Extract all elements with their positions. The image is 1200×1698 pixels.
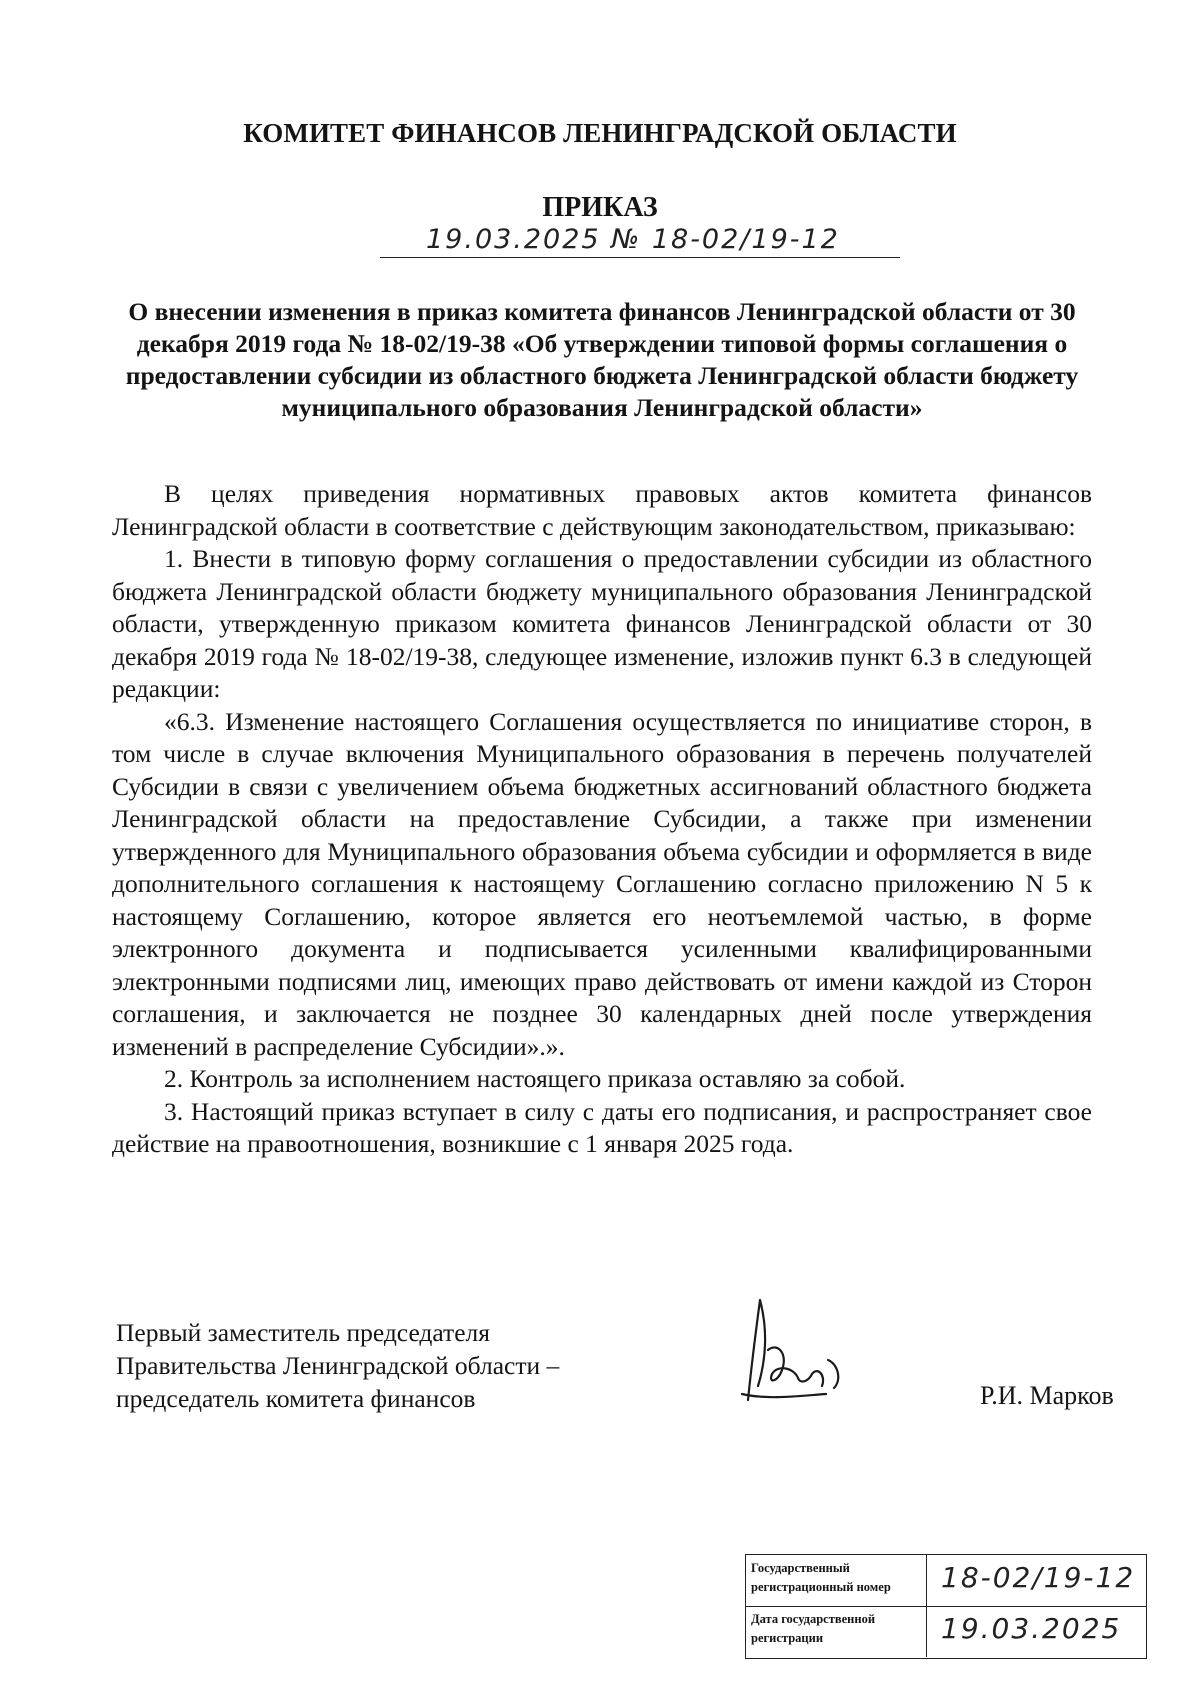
- item-2-paragraph: 2. Контроль за исполнением настоящего приказа оставляю за собой.: [164, 1064, 906, 1093]
- date-number-line: [380, 226, 900, 262]
- signatory-position-line-3: председатель комитета финансов: [116, 1384, 476, 1413]
- registration-date-label: Дата государственной регистрации: [751, 1612, 876, 1645]
- registration-date-row: [746, 1606, 1146, 1657]
- item-1-quote-paragraph: «6.3. Изменение настоящего Соглашения осуществляется по инициативе сторон, в том числе в случае включения Муниципального образования в перечень получателей Субсидии в связи с увеличением объема бюджетных ассигнований областного бюджета Ленинградской области на предоставление Субсидии, а также при изменении утвержденного для Муниципального образования объема субсидии и оформляется в виде дополнительного соглашения к настоящему Соглашению согласно приложению N 5 к настоящему Соглашению, которое является его неотъемлемой частью, в форме электронного документа и подписывается усиленными квалифицированными электронными подписями лиц, имеющих право действовать от имени каждой из Сторон соглашения, и заключается не позднее 30 календарных дней после утверждения изменений в распределение Субсидии».».: [112, 706, 1092, 1061]
- item-1-paragraph: 1. Внести в типовую форму соглашения о предоставлении субсидии из областного бюджета Ленинградской области бюджету муниципального образования Ленинградской области, утвержденную приказом комитета финансов Ленинградской области от 30 декабря 2019 года № 18-02/19-38, следующее изменение, изложив пункт 6.3 в следующей редакции:: [112, 544, 1092, 703]
- signatory-name: Р.И. Марков: [980, 1381, 1114, 1410]
- item-3-paragraph: 3. Настоящий приказ вступает в силу с даты его подписания, и распространяет свое действие на правоотношения, возникшие с 1 января 2025 года.: [112, 1096, 1092, 1158]
- date-underline: [380, 257, 900, 258]
- signatory-position-line-2: Правительства Ленинградской области –: [116, 1351, 560, 1380]
- order-subject: О внесении изменения в приказ комитета финансов Ленинградской области от 30 декабря 2019 года № 18-02/19-38 «Об утверждении типовой формы соглашения о предоставлении субсидии из областного бюджета Ленинградской области бюджету муниципального образования Ленинградской области»: [125, 297, 1079, 422]
- registration-column-divider: [926, 1606, 927, 1657]
- registration-column-divider: [926, 1555, 927, 1606]
- registration-number-value: 18-02/19-12: [941, 1561, 1136, 1594]
- preamble-paragraph: В целях приведения нормативных правовых актов комитета финансов Ленинградской области в соответствие с действующим законодательством, приказываю:: [112, 479, 1092, 541]
- handwritten-signature: [738, 1290, 858, 1412]
- registration-number-row: [746, 1555, 1146, 1607]
- registration-date-value: 19.03.2025: [941, 1612, 1122, 1645]
- document-type-heading: ПРИКАЗ: [542, 192, 658, 223]
- order-body: [112, 478, 1092, 1161]
- handwritten-date-number: 19.03.2025 № 18-02/19-12: [426, 224, 840, 255]
- signatory-position-line-1: Первый заместитель председателя: [116, 1318, 490, 1347]
- organization-title: КОМИТЕТ ФИНАНСОВ ЛЕНИНГРАДСКОЙ ОБЛАСТИ: [243, 118, 957, 148]
- signatory-position: [116, 1316, 559, 1415]
- registration-stamp: [745, 1554, 1147, 1659]
- registration-number-label: Государственный регистрационный номер: [751, 1561, 891, 1594]
